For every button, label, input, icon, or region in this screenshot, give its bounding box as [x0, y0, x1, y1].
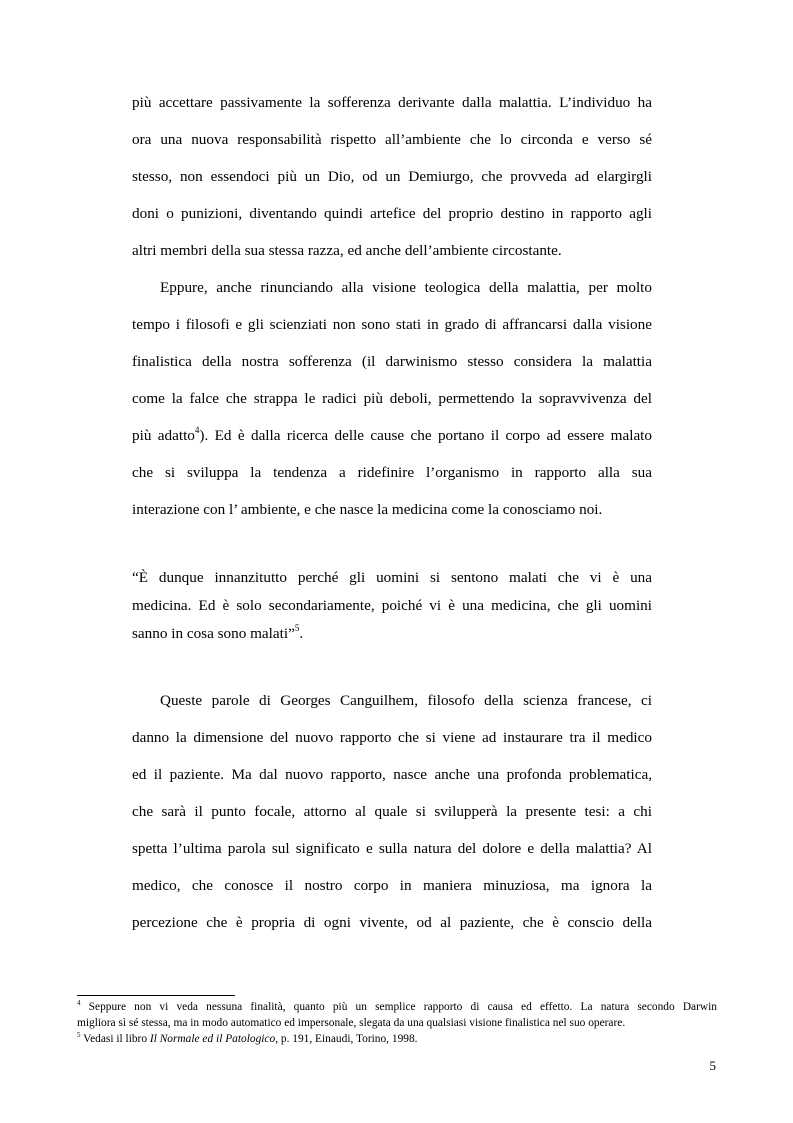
text-run: Seppure non vi veda nessuna finalità, quanto più un semplice rapporto di causa ed effetto. La natura secondo Darwin	[80, 1001, 717, 1013]
book-title: Il Normale ed il Patologico	[149, 1033, 276, 1045]
paragraph-1-line: altri membri della sua stessa razza, ed anche dell’ambiente circostante.	[132, 242, 562, 259]
text-run: , p. 191, Einaudi, Torino, 1998.	[275, 1033, 418, 1045]
paragraph-3-line: ed il paziente. Ma dal nuovo rapporto, nasce anche una profonda problematica,	[132, 766, 652, 783]
paragraph-1-line: più accettare passivamente la sofferenza derivante dalla malattia. L’individuo ha	[132, 94, 652, 111]
quote-line: medicina. Ed è solo secondariamente, poiché vi è una medicina, che gli uomini	[132, 597, 652, 614]
text-run: ). Ed è dalla ricerca delle cause che portano il corpo ad essere malato	[199, 427, 652, 444]
text-run: più adatto	[132, 427, 195, 444]
paragraph-2-line: interazione con l’ ambiente, e che nasce la medicina come la conosciamo noi.	[132, 501, 603, 518]
footnote-4-line	[77, 999, 717, 1015]
paragraph-1-line: ora una nuova responsabilità rispetto all’ambiente che lo circonda e verso sé	[132, 131, 652, 148]
footnote-separator	[77, 995, 235, 996]
footnote-4-line: migliora sì sé stessa, ma in modo automatico ed impersonale, slegata da una qualsiasi visione finalistica nel suo operare.	[77, 1017, 626, 1029]
paragraph-2-line: Eppure, anche rinunciando alla visione teologica della malattia, per molto	[160, 279, 652, 296]
footnote-5-line	[77, 1031, 717, 1047]
paragraph-1-line: doni o punizioni, diventando quindi artefice del proprio destino in rapporto agli	[132, 205, 652, 222]
paragraph-3-line: che sarà il punto focale, attorno al quale si svilupperà la presente tesi: a chi	[132, 803, 652, 820]
paragraph-2-line: finalistica della nostra sofferenza (il darwinismo stesso considera la malattia	[132, 353, 652, 370]
paragraph-2-line: tempo i filosofi e gli scienziati non sono stati in grado di affrancarsi dalla visione	[132, 316, 652, 333]
paragraph-2-line	[132, 417, 652, 454]
text-run: Vedasi il libro	[80, 1033, 150, 1045]
paragraph-2-line: come la falce che strappa le radici più deboli, permettendo la sopravvivenza del	[132, 390, 652, 407]
paragraph-3	[132, 682, 652, 941]
page-number: 5	[709, 1058, 716, 1073]
footnote-number: 4	[77, 999, 81, 1008]
quote-line	[132, 620, 652, 648]
quote-line: “È dunque innanzitutto perché gli uomini si sentono malati che vi è una	[132, 569, 652, 586]
block-quote	[132, 564, 652, 648]
paragraph-3-line: percezione che è propria di ogni vivente, od al paziente, che è conscio della	[132, 914, 652, 931]
paragraph-3-line: Queste parole di Georges Canguilhem, filosofo della scienza francese, ci	[160, 692, 652, 709]
footnote-number: 5	[77, 1031, 81, 1040]
footnote-ref-5[interactable]: 5	[294, 622, 300, 633]
paragraph-2	[132, 269, 652, 528]
paragraph-2-line: che si sviluppa la tendenza a ridefinire l’organismo in rapporto alla sua	[132, 464, 652, 481]
footnote-ref-4[interactable]: 4	[194, 424, 200, 435]
text-run: .	[299, 625, 304, 642]
text-run: sanno in cosa sono malati”	[132, 625, 295, 642]
paragraph-3-line: medico, che conosce il nostro corpo in maniera minuziosa, ma ignora la	[132, 877, 652, 894]
paragraph-1-line: stesso, non essendoci più un Dio, od un Demiurgo, che provveda ad elargirgli	[132, 168, 652, 185]
paragraph-3-line: danno la dimensione del nuovo rapporto che si viene ad instaurare tra il medico	[132, 729, 652, 746]
paragraph-1	[132, 84, 652, 269]
footnotes	[77, 999, 717, 1047]
paragraph-3-line: spetta l’ultima parola sul significato e sulla natura del dolore e della malattia? Al	[132, 840, 652, 857]
